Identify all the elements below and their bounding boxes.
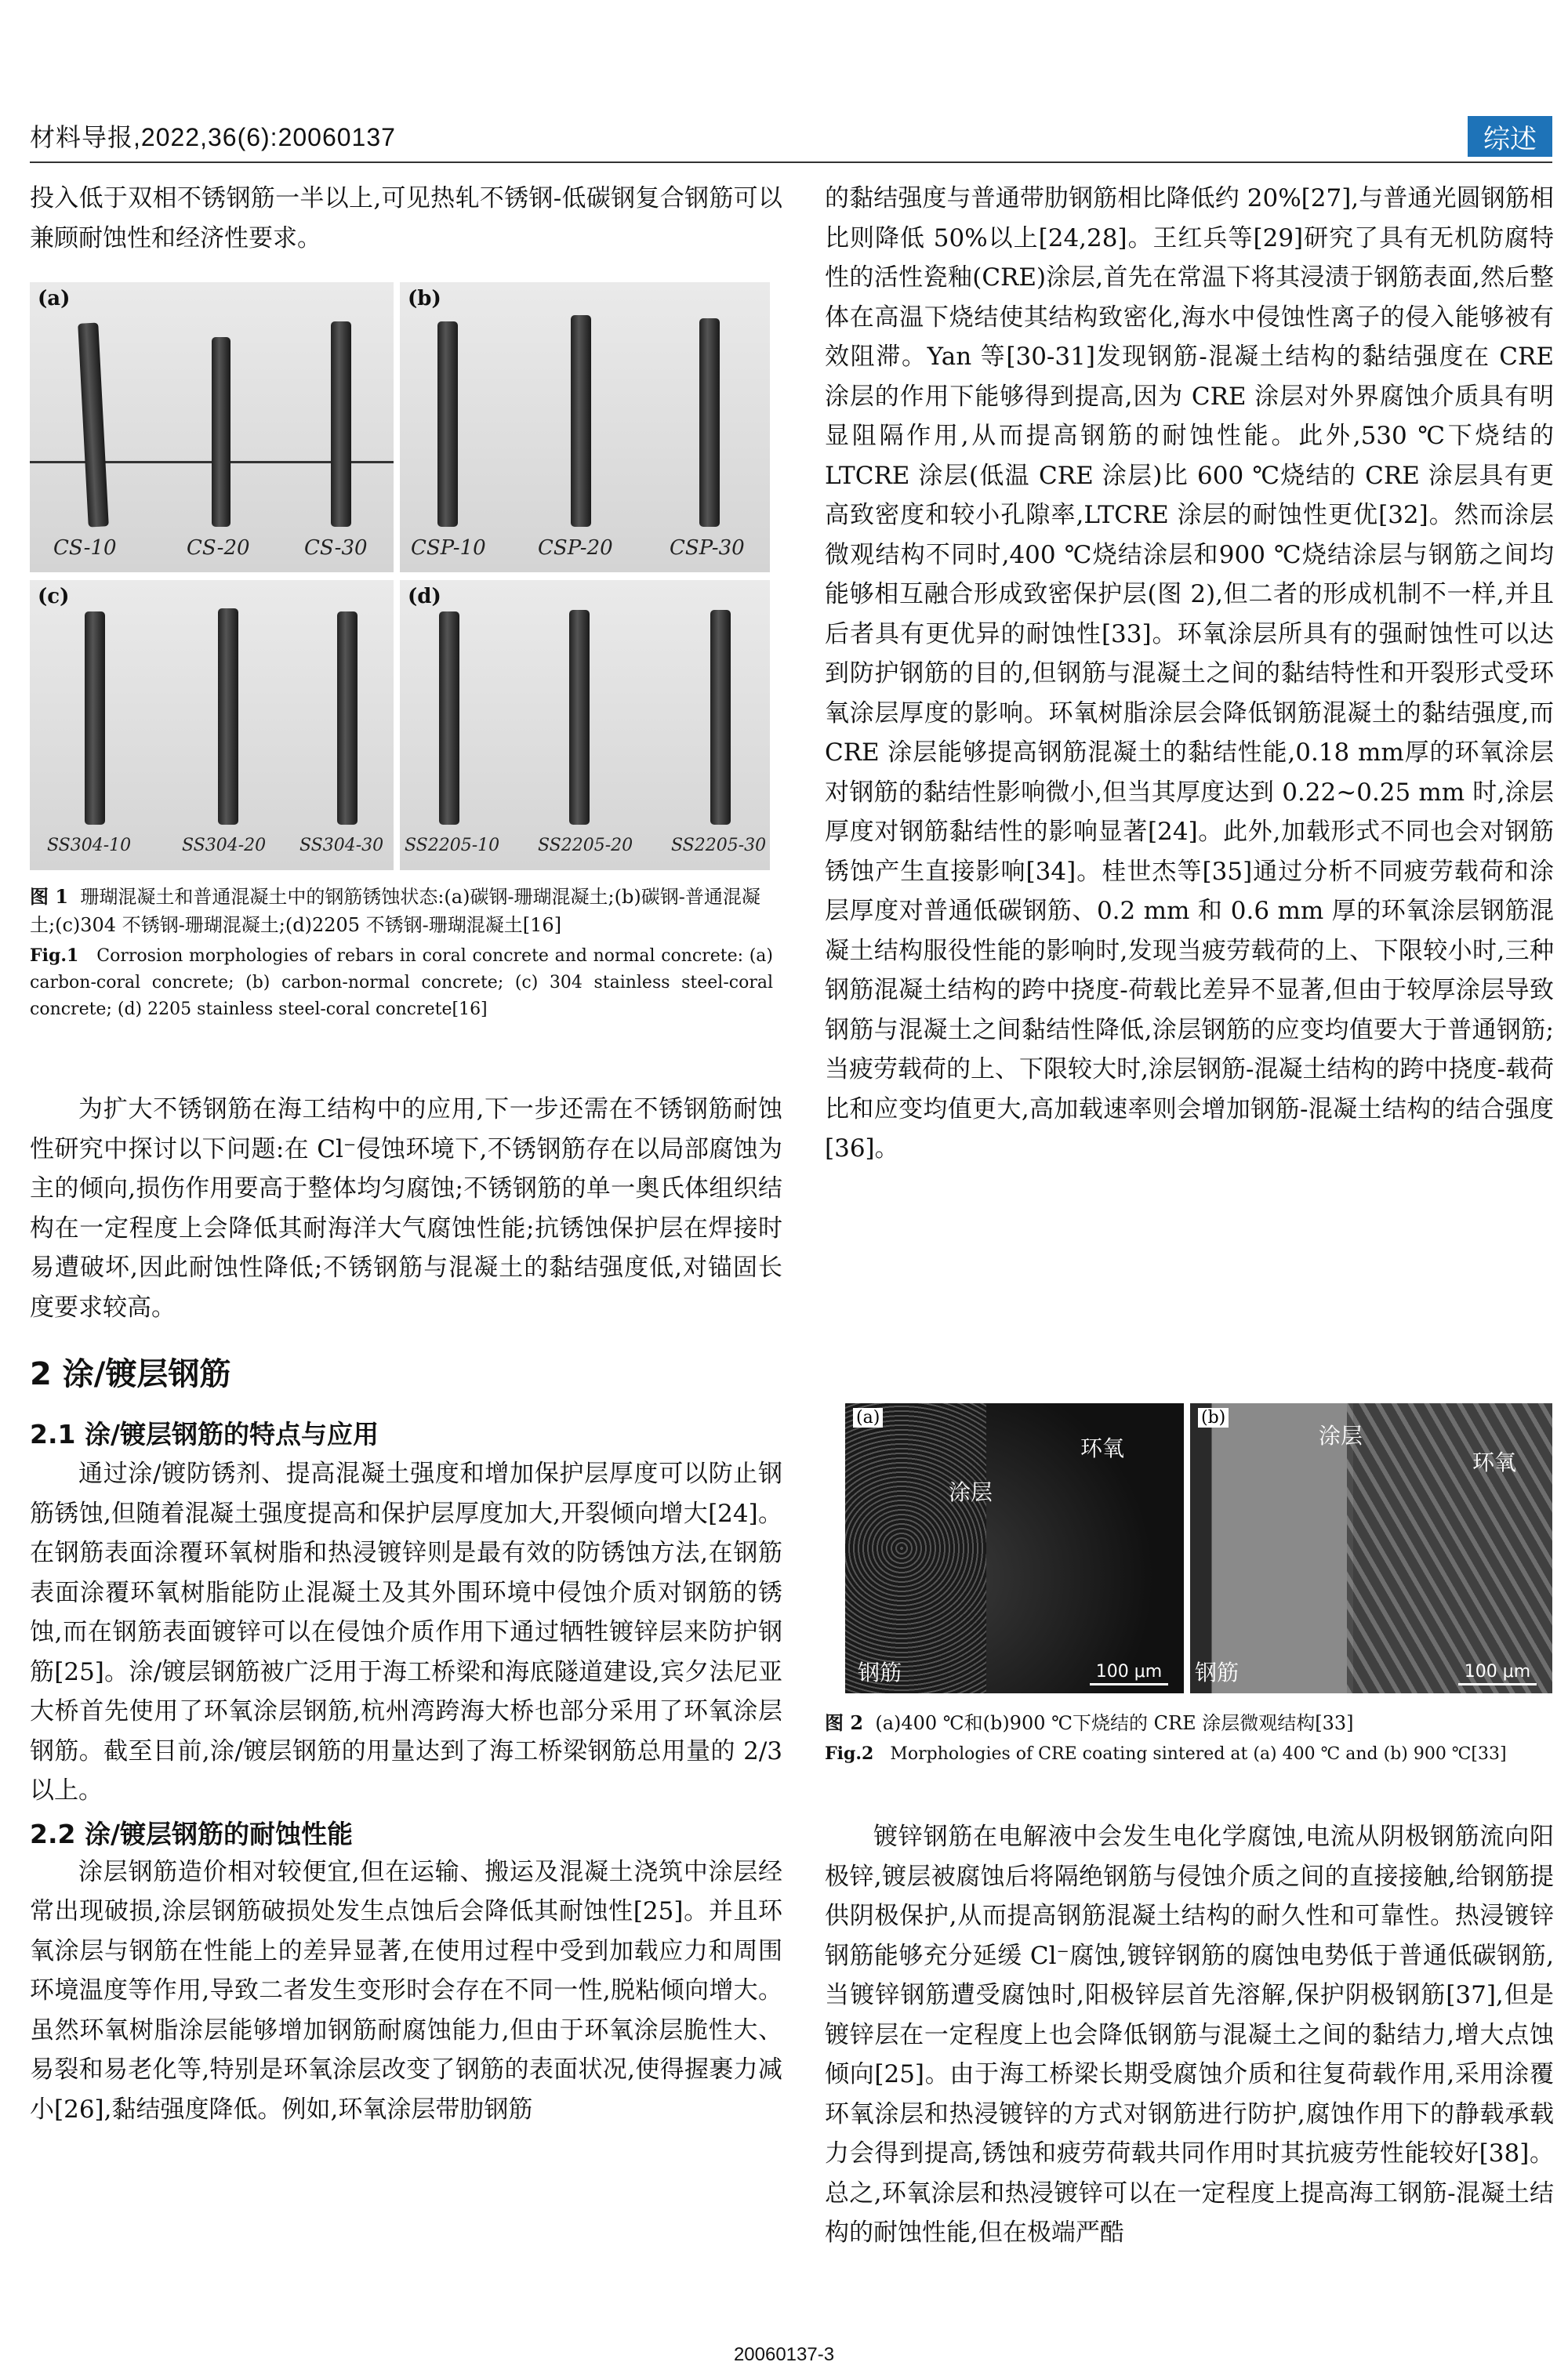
rebar — [571, 315, 591, 527]
paragraph-2-2: 涂层钢筋造价相对较便宜,但在运输、搬运及混凝土浇筑中涂层经常出现破损,涂层钢筋破损处发生点蚀后会降低其耐蚀性[25]。并且环氧涂层与钢筋在性能上的差异显著,在使用过程中受到加载应力和周围环境温度等作用,导致二者发生变形时会存在不同一性,脱粘倾向增大。虽然环氧树脂涂层能够增加钢筋耐腐蚀能力,但由于环氧涂层脆性大、易裂和易老化等,特别是环氧涂层改变了钢筋的表面状况,使得握裹力减小[26],黏结强度降低。例如,环氧涂层带肋钢筋 — [30, 1857, 782, 2124]
fig2-caption-en-text: Morphologies of CRE coating sintered at (a) 400 ℃ and (b) 900 ℃[33] — [890, 1744, 1507, 1764]
fig2-caption-number: 图 2 — [825, 1711, 864, 1734]
right-column-body — [825, 1817, 1554, 2253]
fig2-caption-en — [825, 1740, 1554, 1768]
scale-bar-text: 100 μm — [1464, 1662, 1531, 1682]
right-column — [825, 179, 1554, 1169]
fig2-panel-a — [845, 1403, 1184, 1693]
sample-label: CS-30 — [304, 536, 368, 560]
fig1-caption-en-number: Fig.1 — [30, 945, 79, 966]
fig1-caption-en — [30, 942, 773, 1023]
sample-label: CS-10 — [53, 536, 117, 560]
panel-label: (b) — [1198, 1408, 1229, 1428]
fig1-caption-cn-text: 珊瑚混凝土和普通混凝土中的钢筋锈蚀状态:(a)碳钢-珊瑚混凝土;(b)碳钢-普通混凝土;(c)304 不锈钢-珊瑚混凝土;(d)2205 不锈钢-珊瑚混凝土[16] — [30, 886, 760, 936]
rebar — [439, 611, 459, 825]
fig2-panel-b — [1190, 1403, 1552, 1693]
sample-label: SS304-10 — [47, 836, 132, 855]
page-number: 20060137-3 — [733, 2344, 835, 2365]
rebar — [78, 322, 109, 527]
fig1-panel-label: (d) — [408, 585, 441, 608]
sample-label: SS304-30 — [299, 836, 384, 855]
scale-bar-line — [1090, 1683, 1168, 1685]
fig1-panel-d — [400, 580, 770, 870]
rebar — [569, 610, 590, 825]
steel-label: 钢筋 — [858, 1660, 902, 1685]
paragraph-2-1: 通过涂/镀防锈剂、提高混凝土强度和增加保护层厚度可以防止钢筋锈蚀,但随着混凝土强度提高和保护层厚度加大,开裂倾向增大[24]。在钢筋表面涂覆环氧树脂和热浸镀锌则是最有效的防锈蚀方法,在钢筋表面涂覆环氧树脂能防止混凝土及其外围环境中侵蚀介质对钢筋的锈蚀,而在钢筋表面镀锌可以在侵蚀介质作用下通过牺牲镀锌层来防护钢筋[25]。涂/镀层钢筋被广泛用于海工桥梁和海底隧道建设,宾夕法尼亚大桥首先使用了环氧涂层钢筋,杭州湾跨海大桥也部分采用了环氧涂层钢筋。截至目前,涂/镀层钢筋的用量达到了海工桥梁钢筋总用量的 2/3 以上。 — [30, 1460, 782, 1805]
sample-label: SS304-20 — [182, 836, 267, 855]
coating-label: 涂层 — [949, 1479, 993, 1505]
section-heading-2-1: 2.1 涂/镀层钢筋的特点与应用 — [30, 1419, 379, 1450]
scale-bar-text: 100 μm — [1095, 1662, 1163, 1682]
fig2-caption-cn-text: (a)400 ℃和(b)900 ℃下烧结的 CRE 涂层微观结构[33] — [875, 1712, 1354, 1734]
paragraph-galvanized: 镀锌钢筋在电解液中会发生电化学腐蚀,电流从阴极钢筋流向阳极锌,镀层被腐蚀后将隔绝钢筋与侵蚀介质之间的直接接触,给钢筋提供阴极保护,从而提高钢筋混凝土结构的耐久性和可靠性。热浸镀锌钢筋能够充分延缓 Cl⁻腐蚀,镀锌钢筋的腐蚀电势低于普通低碳钢筋,当镀锌钢筋遭受腐蚀时,阳极锌层首先溶解,保护阴极钢筋[37],但是镀锌层在一定程度上也会降低钢筋与混凝土之间的黏结力,增大点蚀倾向[25]。由于海工桥梁长期受腐蚀介质和往复荷载作用,采用涂覆环氧涂层和热浸镀锌的方式对钢筋进行防护,腐蚀作用下的静载承载力会得到提高,锈蚀和疲劳荷载共同作用时其抗疲劳性能较好[38]。总之,环氧涂层和热浸镀锌可以在一定程度上提高海工钢筋-混凝土结构的耐蚀性能,但在极端严酷 — [825, 1823, 1554, 2247]
rebar — [331, 321, 351, 527]
scale-bar — [1458, 1662, 1537, 1685]
fig2-caption — [825, 1709, 1554, 1768]
paragraph-expand: 为扩大不锈钢筋在海工结构中的应用,下一步还需在不锈钢筋耐蚀性研究中探讨以下问题:在 Cl⁻侵蚀环境下,不锈钢筋存在以局部腐蚀为主的倾向,损伤作用要高于整体均匀腐蚀;不锈钢筋的单一奥氏体组织结构在一定程度上会降低其耐海洋大气腐蚀性能;抗锈蚀保护层在焊接时易遭破坏,因此耐蚀性降低;不锈钢筋与混凝土的黏结强度低,对锚固长度要求较高。 — [30, 1095, 782, 1322]
running-header: 材料导报,2022,36(6):20060137 — [30, 123, 396, 151]
steel-label: 钢筋 — [1195, 1660, 1240, 1685]
left-column-body — [30, 1090, 782, 2129]
scale-bar-line — [1458, 1683, 1537, 1685]
fig1-panel-b — [400, 282, 770, 572]
fig1-panel-c — [30, 580, 394, 870]
epoxy-label: 环氧 — [1472, 1450, 1517, 1475]
header-rule — [30, 161, 1552, 163]
epoxy-label: 环氧 — [1080, 1435, 1125, 1461]
sample-label: SS2205-10 — [405, 836, 500, 855]
fig1-panel-label: (c) — [38, 585, 70, 608]
paragraph-right-1: 的黏结强度与普通带肋钢筋相比降低约 20%[27],与普通光圆钢筋相比则降低 50%以上[24,28]。王红兵等[29]研究了具有无机防腐特性的活性瓷釉(CRE)涂层,首先在常温下将其浸渍于钢筋表面,然后整体在高温下烧结使其结构致密化,海水中侵蚀性离子的侵入能够被有效阻滞。Yan 等[30-31]发现钢筋-混凝土结构的黏结强度在 CRE 涂层的作用下能够得到提高,因为 CRE 涂层对外界腐蚀介质具有明显阻隔作用,从而提高钢筋的耐蚀性能。此外,530 ℃下烧结的 LTCRE 涂层(低温 CRE 涂层)比 600 ℃烧结的 CRE 涂层具有更高致密度和较小孔隙率,LTCRE 涂层的耐蚀性更优[32]。然而涂层微观结构不同时,400 ℃烧结涂层和900 ℃烧结涂层与钢筋之间均能够相互融合形成致密保护层(图 2),但二者的形成机制不一样,并且后者具有更优异的耐蚀性[33]。环氧涂层所具有的强耐蚀性可以达到防护钢筋的目的,但钢筋与混凝土之间的黏结特性和开裂形式受环氧涂层厚度的影响。环氧树脂涂层会降低钢筋混凝土的黏结强度,而 CRE 涂层能够提高钢筋混凝土的黏结性能,0.18 mm厚的环氧涂层对钢筋的黏结性影响微小,但当其厚度达到 0.22~0.25 mm 时,涂层厚度对钢筋黏结性的影响显著[24]。此外,加载形式不同也会对钢筋锈蚀产生直接影响[34]。桂世杰等[35]通过分析不同疲劳载荷和涂层厚度对普通低碳钢筋、0.2 mm 和 0.6 mm 厚的环氧涂层钢筋混凝土结构服役性能的影响时,发现当疲劳载荷的上、下限较小时,三种钢筋混凝土结构的跨中挠度-荷载比差异不显著,但由于较厚涂层导致钢筋与混凝土之间黏结性降低,涂层钢筋的应变均值要大于普通钢筋;当疲劳载荷的上、下限较大时,涂层钢筋-混凝土结构的跨中挠度-载荷比和应变均值更大,高加载速率则会增加钢筋-混凝土结构的结合强度[36]。 — [825, 184, 1554, 1163]
panel-label: (a) — [853, 1408, 883, 1428]
left-column — [30, 179, 782, 258]
rebar — [218, 608, 238, 825]
fig1-panel-label: (a) — [38, 287, 71, 310]
rebar — [699, 318, 720, 527]
scale-bar — [1090, 1662, 1168, 1685]
sample-label: CSP-10 — [411, 536, 486, 560]
rebar — [212, 337, 230, 527]
fig2-caption-cn — [825, 1709, 1554, 1737]
coating-label: 涂层 — [1319, 1423, 1363, 1449]
fig1-caption — [30, 883, 773, 1023]
section-heading-2-2: 2.2 涂/镀层钢筋的耐蚀性能 — [30, 1818, 354, 1849]
fig1-panel-a — [30, 282, 394, 572]
section-heading-2: 2 涂/镀层钢筋 — [30, 1356, 231, 1392]
fig1-caption-en-text: Corrosion morphologies of rebars in coral concrete and normal concrete: (a) carbon-coral concrete; (b) carbon-normal concrete; (c) 304 stainless steel-coral concrete; (d) 2205 stainless steel-coral concrete[16] — [30, 946, 773, 1019]
rebar — [710, 610, 731, 825]
fig1-caption-cn — [30, 883, 773, 939]
sample-label: CSP-20 — [538, 536, 613, 560]
rebar — [437, 321, 458, 527]
section-tag: 综述 — [1468, 116, 1552, 157]
fig1-caption-number: 图 1 — [30, 885, 69, 908]
fig2-caption-en-number: Fig.2 — [825, 1743, 874, 1764]
coating-texture — [845, 1403, 986, 1693]
fig1-panel-label: (b) — [408, 287, 441, 310]
sample-label: CS-20 — [187, 536, 250, 560]
rebar — [337, 611, 358, 825]
rebar — [85, 611, 105, 825]
intro-paragraph: 投入低于双相不锈钢筋一半以上,可见热轧不锈钢-低碳钢复合钢筋可以兼顾耐蚀性和经济性要求。 — [30, 184, 782, 252]
sample-label: CSP-30 — [670, 536, 745, 560]
sample-label: SS2205-20 — [538, 836, 633, 855]
sample-label: SS2205-30 — [671, 836, 767, 855]
epoxy-texture — [1347, 1403, 1552, 1693]
